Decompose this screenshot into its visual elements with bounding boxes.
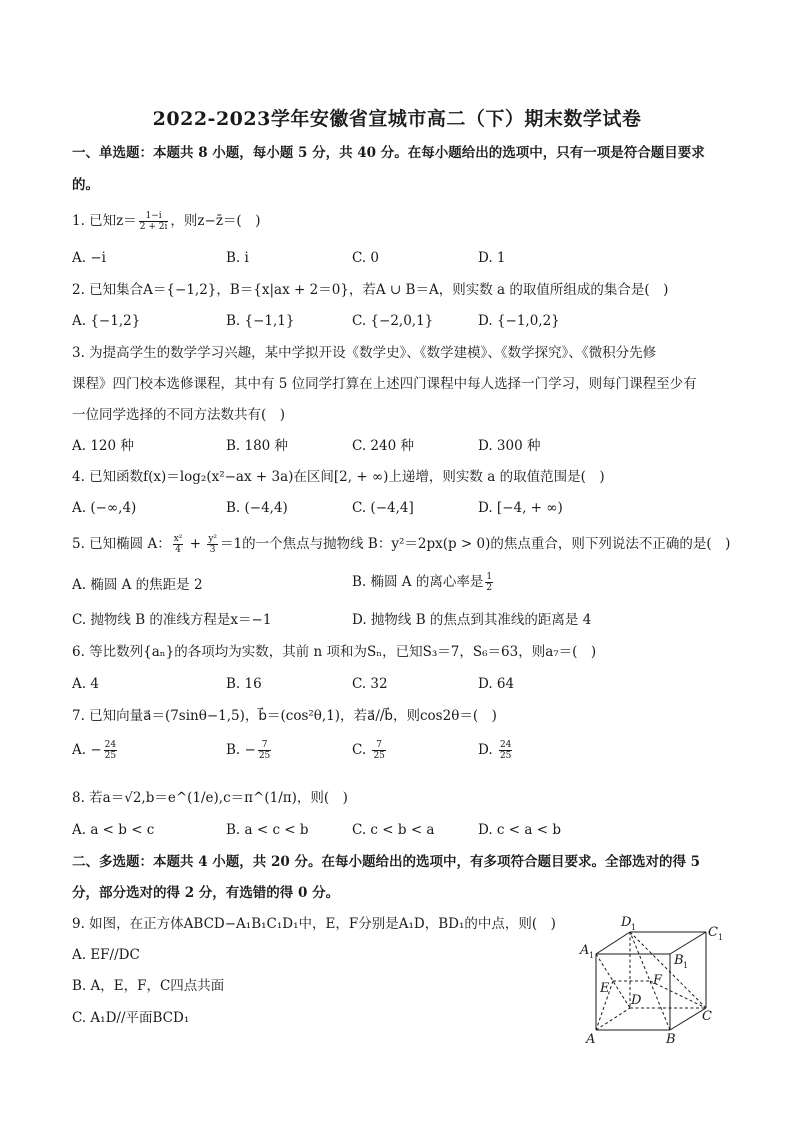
q5-option-d: D. 抛物线 B 的焦点到其准线的距离是 4	[352, 612, 592, 628]
question-7: 7. 已知向量a⃗＝(7sinθ−1,5)，b⃗＝(cos²θ,1)，若a⃗//b⃗，则cos2θ＝( )	[72, 708, 497, 724]
section1-heading-line1: 一、单选题：本题共 8 小题，每小题 5 分，共 40 分。在每小题给出的选项中，只有一项是符合题目要求	[72, 145, 705, 161]
q7-option-b	[226, 740, 273, 761]
question-6: 6. 等比数列{aₙ}的各项均为实数，其前 n 项和为Sₙ，已知S₃＝7，S₆＝63，则a₇＝( )	[72, 644, 597, 660]
question-8: 8. 若a＝√2,b＝e^(1/e),c＝π^(1/π)，则( )	[72, 790, 348, 806]
q7-option-d	[478, 740, 514, 761]
q9-option-b: B. A，E，F，C四点共面	[72, 978, 225, 994]
q7-option-b-label: B. −	[226, 742, 256, 758]
q5-frac-y	[207, 534, 218, 555]
label-c1: C	[708, 925, 718, 940]
q1-option-a: A. −i	[72, 250, 106, 266]
q5-frac-x-num: x²	[173, 534, 183, 544]
q6-option-b: B. 16	[226, 676, 262, 692]
q1-frac-num: 1−i	[139, 211, 169, 222]
q1-prefix: 1. 已知z＝	[72, 213, 137, 229]
label-d: D	[631, 993, 642, 1008]
q5-frac-x	[173, 534, 184, 555]
q5-frac-y-den: 3	[209, 545, 216, 555]
cube-edge-bc	[670, 1008, 706, 1030]
question-3-line1: 3. 为提高学生的数学学习兴趣，某中学拟开设《数学史》、《数学建模》、《数学探究》、《微积分先修	[72, 345, 657, 361]
section2-heading-line1: 二、多选题：本题共 4 小题，共 20 分。在每小题给出的选项中，有多项符合题目要求。全部选对的得 5	[72, 854, 701, 870]
q8-option-d: D. c < a < b	[478, 822, 561, 838]
question-9: 9. 如图，在正方体ABCD−A₁B₁C₁D₁中，E，F分别是A₁D，BD₁的中点，则( )	[72, 916, 556, 932]
q5-prefix: 5. 已知椭圆 A：	[72, 536, 171, 552]
label-d1-sub: 1	[631, 923, 637, 932]
question-3-line2: 课程》四门校本选修课程，其中有 5 位同学打算在上述四门课程中每人选择一门学习，则每门课程至少有	[72, 376, 697, 392]
q3-option-c: C. 240 种	[352, 438, 414, 454]
q7-d-num: 24	[499, 740, 512, 750]
q5-option-a: A. 椭圆 A 的焦距是 2	[72, 577, 203, 593]
label-a: A	[586, 1032, 596, 1047]
q7-c-num: 7	[372, 740, 385, 751]
question-4: 4. 已知函数f(x)＝log₂(x²−ax + 3a)在区间[2, + ∞)上递增，则实数 a 的取值范围是( )	[72, 469, 605, 485]
label-a1: A	[580, 943, 590, 958]
q7-option-c-fraction	[372, 740, 385, 761]
label-a1-sub: 1	[589, 951, 595, 960]
question-3-line3: 一位同学选择的不同方法数共有( )	[72, 407, 286, 423]
label-d1: D	[621, 915, 632, 930]
q5-option-b	[352, 572, 495, 593]
label-c1-sub: 1	[718, 933, 724, 942]
q5-option-c: C. 抛物线 B 的准线方程是x＝−1	[72, 612, 272, 628]
q8-option-c: C. c < b < a	[352, 822, 435, 838]
q1-option-d: D. 1	[478, 250, 506, 266]
q5-option-b-text: B. 椭圆 A 的离心率是	[352, 574, 484, 590]
cube-edge-b1c1	[670, 932, 706, 954]
q1-option-c: C. 0	[352, 250, 380, 266]
q2-option-b: B. {−1,1}	[226, 313, 295, 329]
q1-fraction	[139, 211, 169, 232]
q7-b-den: 25	[258, 751, 271, 761]
q4-option-c: C. (−4,4]	[352, 500, 414, 516]
q8-option-b: B. a < c < b	[226, 822, 309, 838]
cube-edge-ad	[596, 1008, 630, 1030]
q5-half-num: 1	[486, 572, 493, 582]
question-2: 2. 已知集合A＝{−1,2}，B＝{x|ax + 2＝0}，若A ∪ B＝A，则实数 a 的取值所组成的集合是( )	[72, 282, 669, 298]
q5-frac-y-num: y²	[208, 534, 218, 544]
q5-frac-x-den: 4	[175, 545, 181, 555]
label-e: E	[600, 981, 610, 996]
q7-option-c-label: C.	[352, 742, 371, 758]
section1-heading-line2: 的。	[72, 177, 99, 193]
q6-option-c: C. 32	[352, 676, 388, 692]
q2-option-d: D. {−1,0,2}	[478, 313, 560, 329]
q7-a-den: 25	[104, 751, 117, 761]
question-5: 5. 已知椭圆 A： $\frac{\text{x²}}{4}$ + $\frac{\text{y²}}{3}$ ＝1的一个焦点与抛物线 B：y²＝2px(p > 0)的焦点重合，则下列说法不正确的是( )	[72, 534, 731, 555]
q4-option-b: B. (−4,4)	[226, 500, 288, 516]
q7-option-a	[72, 740, 119, 761]
q4-option-a: A. (−∞,4)	[72, 500, 137, 516]
q6-option-d: D. 64	[478, 676, 515, 692]
q2-option-c: C. {−2,0,1}	[352, 313, 434, 329]
q7-c-den: 25	[373, 751, 385, 761]
q7-option-a-label: A. −	[72, 742, 102, 758]
q7-option-c	[352, 740, 388, 761]
q1-suffix: ，则z−z̄＝( )	[170, 213, 261, 229]
q7-b-num: 7	[258, 740, 271, 751]
q3-option-d: D. 300 种	[478, 438, 541, 454]
q7-option-a-fraction	[104, 740, 117, 761]
q7-a-num: 24	[104, 740, 117, 750]
q2-option-a: A. {−1,2}	[72, 313, 141, 329]
page-title: 2022-2023学年安徽省宣城市高二（下）期末数学试卷	[152, 108, 642, 130]
q5-half-fraction	[485, 572, 493, 593]
label-b: B	[666, 1032, 676, 1047]
label-f: F	[653, 973, 663, 988]
q7-option-b-fraction	[258, 740, 271, 761]
q9-option-a: A. EF//DC	[72, 947, 140, 963]
q7-option-d-label: D.	[478, 742, 497, 758]
cube-figure	[578, 912, 728, 1047]
q6-option-a: A. 4	[72, 676, 99, 692]
cube-edge-a1d1	[596, 932, 630, 954]
section2-heading-line2: 分，部分选对的得 2 分，有选错的得 0 分。	[72, 885, 340, 901]
q8-option-a: A. a < b < c	[72, 822, 155, 838]
q3-option-b: B. 180 种	[226, 438, 289, 454]
q1-option-b: B. i	[226, 250, 249, 266]
q5-suffix: ＝1的一个焦点与抛物线 B：y²＝2px(p > 0)的焦点重合，则下列说法不正确的是( )	[220, 536, 731, 552]
q5-half-den: 2	[486, 583, 493, 593]
q9-option-c: C. A₁D//平面BCD₁	[72, 1010, 190, 1026]
q3-option-a: A. 120 种	[72, 438, 134, 454]
question-1	[72, 211, 260, 232]
q7-d-den: 25	[499, 751, 512, 761]
q7-option-d-fraction	[499, 740, 512, 761]
label-c: C	[702, 1009, 712, 1024]
q1-frac-den: 2 + 2i	[139, 222, 168, 232]
q4-option-d: D. [−4, + ∞)	[478, 500, 563, 516]
label-b1: B	[674, 953, 684, 968]
label-b1-sub: 1	[683, 961, 689, 970]
